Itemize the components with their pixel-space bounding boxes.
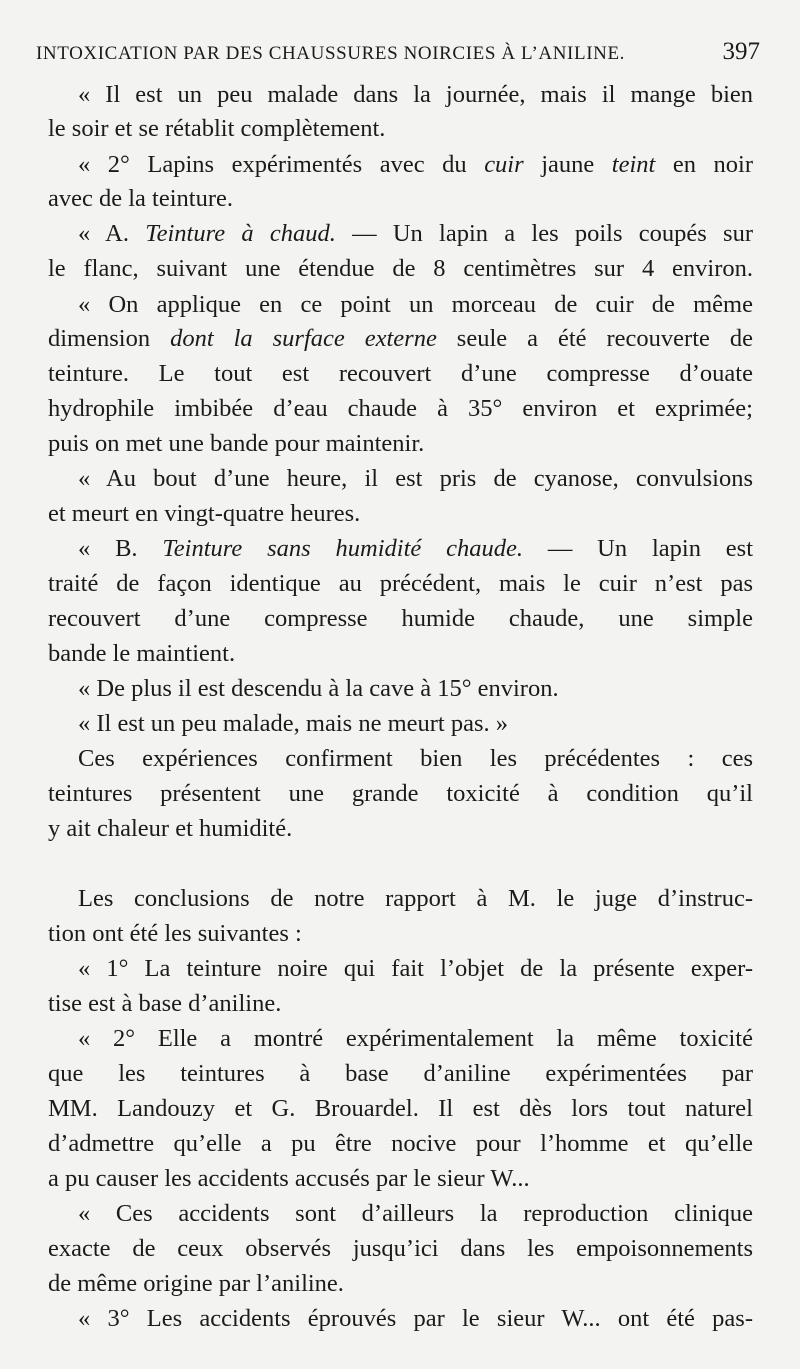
text-line: « Ces accidents sont d’ailleurs la reproduction clinique [78, 1200, 753, 1227]
text-line: et meurt en vingt-quatre heures. [48, 500, 361, 527]
text-line: bande le maintient. [48, 640, 236, 667]
page-header [36, 38, 760, 66]
text-line: Ces expériences confirment bien les précédentes : ces [78, 745, 753, 772]
text-line: traité de façon identique au précédent, mais le cuir n’est pas [48, 570, 753, 597]
text-line: d’admettre qu’elle a pu être nocive pour l’homme et qu’elle [48, 1130, 753, 1157]
text-line: teintures présentent une grande toxicité à condition qu’il [48, 780, 753, 807]
text-line: teinture. Le tout est recouvert d’une compresse d’ouate [48, 360, 753, 387]
text-line: « Il est un peu malade dans la journée, mais il mange bien [78, 81, 753, 108]
text-line: « On applique en ce point un morceau de cuir de même [78, 291, 753, 318]
text-line: le soir et se rétablit complètement. [48, 115, 386, 142]
text-line: recouvert d’une compresse humide chaude, une simple [48, 605, 753, 632]
running-title: INTOXICATION PAR DES CHAUSSURES NOIRCIES À L’ANILINE. [36, 43, 625, 64]
text-line: MM. Landouzy et G. Brouardel. Il est dès lors tout naturel [48, 1095, 753, 1122]
text-line: « 1° La teinture noire qui fait l’objet de la présente exper- [78, 955, 753, 982]
text-line: tion ont été les suivantes : [48, 920, 302, 947]
text-line: avec de la teinture. [48, 185, 234, 212]
page-number: 397 [722, 38, 760, 65]
text-line: dimension dont la surface externe seule a été recouverte de [48, 325, 753, 352]
text-line: le flanc, suivant une étendue de 8 centimètres sur 4 environ. [48, 255, 753, 282]
text-line: a pu causer les accidents accusés par le sieur W... [48, 1165, 530, 1192]
text-line: y ait chaleur et humidité. [48, 815, 293, 842]
text-line: « 3° Les accidents éprouvés par le sieur W... ont été pas- [78, 1305, 753, 1332]
text-line: Les conclusions de notre rapport à M. le juge d’instruc- [78, 885, 753, 912]
text-line: « De plus il est descendu à la cave à 15° environ. [78, 675, 559, 702]
text-line: « A. Teinture à chaud. — Un lapin a les poils coupés sur [78, 220, 753, 247]
text-line: « 2° Lapins expérimentés avec du cuir jaune teint en noir [78, 151, 754, 178]
text-line: « B. Teinture sans humidité chaude. — Un lapin est [78, 535, 753, 562]
text-line: « 2° Elle a montré expérimentalement la même toxicité [78, 1025, 753, 1052]
text-line: hydrophile imbibée d’eau chaude à 35° environ et exprimée; [48, 395, 753, 422]
text-line: exacte de ceux observés jusqu’ici dans les empoisonnements [48, 1235, 753, 1262]
text-line: que les teintures à base d’aniline expérimentées par [48, 1060, 753, 1087]
text-line: de même origine par l’aniline. [48, 1270, 344, 1297]
text-line: « Au bout d’une heure, il est pris de cyanose, convulsions [78, 465, 753, 492]
text-line: « Il est un peu malade, mais ne meurt pas. » [78, 710, 508, 737]
text-line: tise est à base d’aniline. [48, 990, 282, 1017]
text-line: puis on met une bande pour maintenir. [48, 430, 425, 457]
